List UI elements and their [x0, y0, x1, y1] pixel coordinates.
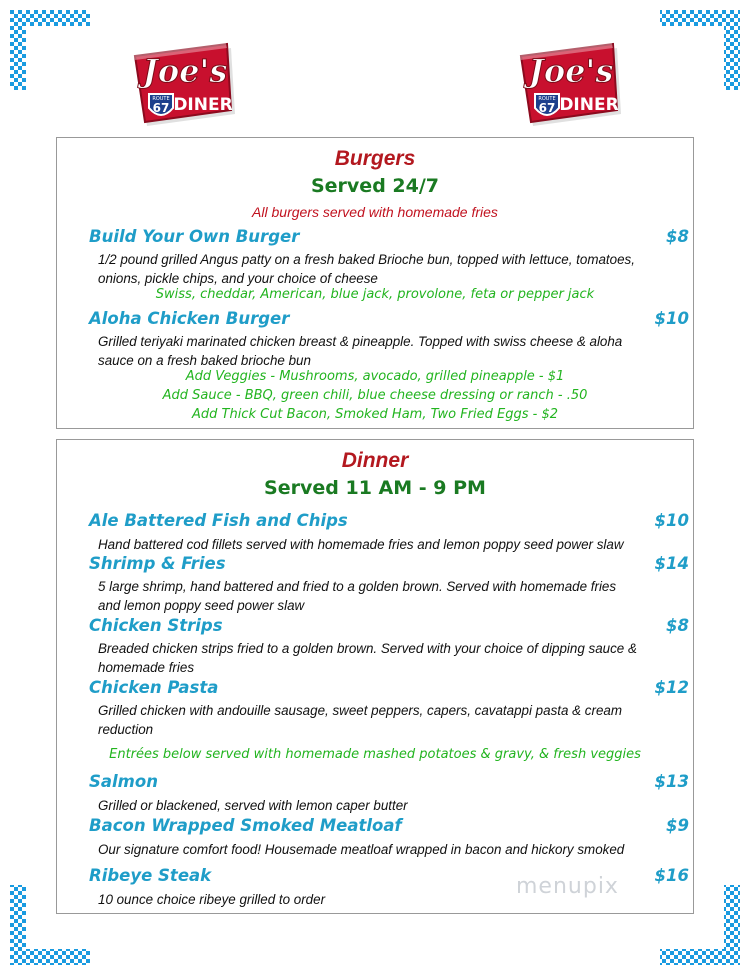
burgers-section [56, 137, 694, 429]
logo-route-label: ROUTE [538, 96, 556, 102]
item-name-meatloaf: Bacon Wrapped Smoked Meatloaf [89, 816, 402, 835]
item-name-fish-and-chips: Ale Battered Fish and Chips [89, 511, 348, 530]
menupix-watermark: menupix [516, 874, 619, 899]
burgers-subtitle: Served 24/7 [310, 175, 440, 197]
addon-bacon: Add Thick Cut Bacon, Smoked Ham, Two Fried Eggs - $2 [191, 407, 559, 422]
joes-diner-logo-left [123, 30, 243, 134]
item-desc-fish-and-chips: Hand battered cod fillets served with homemade fries and lemon poppy seed power slaw [98, 537, 624, 552]
cheese-options: Swiss, cheddar, American, blue jack, provolone, feta or pepper jack [155, 287, 595, 302]
item-name-shrimp-fries: Shrimp & Fries [89, 554, 226, 573]
item-desc-chicken-pasta: Grilled chicken with andouille sausage, sweet peppers, capers, cavatappi pasta & cream reduction [98, 703, 623, 737]
item-price-chicken-pasta: $12 [654, 678, 689, 697]
item-desc-shrimp-fries: 5 large shrimp, hand battered and fried to a golden brown. Served with homemade fries and lemon poppy seed power slaw [98, 579, 617, 613]
logo-route-number: 67 [538, 101, 556, 115]
item-desc-aloha-chicken-burger: Grilled teriyaki marinated chicken breast & pineapple. Topped with swiss cheese & aloha sauce on a fresh baked brioche bun [98, 334, 623, 368]
item-desc-chicken-strips: Breaded chicken strips fried to a golden brown. Served with your choice of dipping sauce & homemade fries [98, 641, 637, 675]
logo-route-number: 67 [152, 101, 170, 115]
addon-sauce: Add Sauce - BBQ, green chili, blue cheese dressing or ranch - .50 [162, 388, 588, 403]
item-name-chicken-pasta: Chicken Pasta [89, 678, 219, 697]
item-price-shrimp-fries: $14 [654, 554, 689, 573]
logo-route-label: ROUTE [152, 96, 170, 102]
dinner-title: Dinner [341, 449, 409, 472]
dinner-section [56, 439, 694, 914]
item-price-meatloaf: $9 [666, 816, 689, 835]
checker-corner-top-left [10, 10, 100, 100]
logo-brand-text: Joe's [528, 52, 614, 90]
logo-brand-text: Joe's [142, 52, 228, 90]
dinner-subtitle: Served 11 AM - 9 PM [264, 477, 486, 499]
item-price-fish-and-chips: $10 [654, 511, 689, 530]
item-desc-meatloaf: Our signature comfort food! Housemade meatloaf wrapped in bacon and hickory smoked [98, 842, 625, 857]
item-name-salmon: Salmon [89, 772, 158, 791]
item-price-salmon: $13 [654, 772, 689, 791]
item-name-build-your-own-burger: Build Your Own Burger [89, 227, 300, 246]
item-price-chicken-strips: $8 [666, 616, 689, 635]
item-price-build-your-own-burger: $8 [666, 227, 689, 246]
burgers-fries-note: All burgers served with homemade fries [252, 204, 498, 220]
item-name-aloha-chicken-burger: Aloha Chicken Burger [89, 309, 290, 328]
logo-diner-text: DINER [559, 95, 619, 115]
item-desc-build-your-own-burger: 1/2 pound grilled Angus patty on a fresh baked Brioche bun, topped with lettuce, tomatoes, onions, pickle chips, and your choice of cheese [98, 252, 635, 286]
addon-veggies: Add Veggies - Mushrooms, avocado, grilled pineapple - $1 [185, 369, 565, 384]
item-name-ribeye-steak: Ribeye Steak [89, 866, 212, 885]
joes-diner-logo-right [509, 30, 629, 134]
item-price-aloha-chicken-burger: $10 [654, 309, 689, 328]
item-desc-salmon: Grilled or blackened, served with lemon caper butter [98, 798, 408, 813]
item-price-ribeye-steak: $16 [654, 866, 689, 885]
entree-sides-note: Entrées below served with homemade mashed potatoes & gravy, & fresh veggies [109, 747, 641, 762]
logo-diner-text: DINER [173, 95, 233, 115]
item-desc-ribeye-steak: 10 ounce choice ribeye grilled to order [98, 892, 326, 907]
item-name-chicken-strips: Chicken Strips [89, 616, 223, 635]
burgers-title: Burgers [334, 147, 416, 170]
checker-corner-top-right [650, 10, 740, 100]
